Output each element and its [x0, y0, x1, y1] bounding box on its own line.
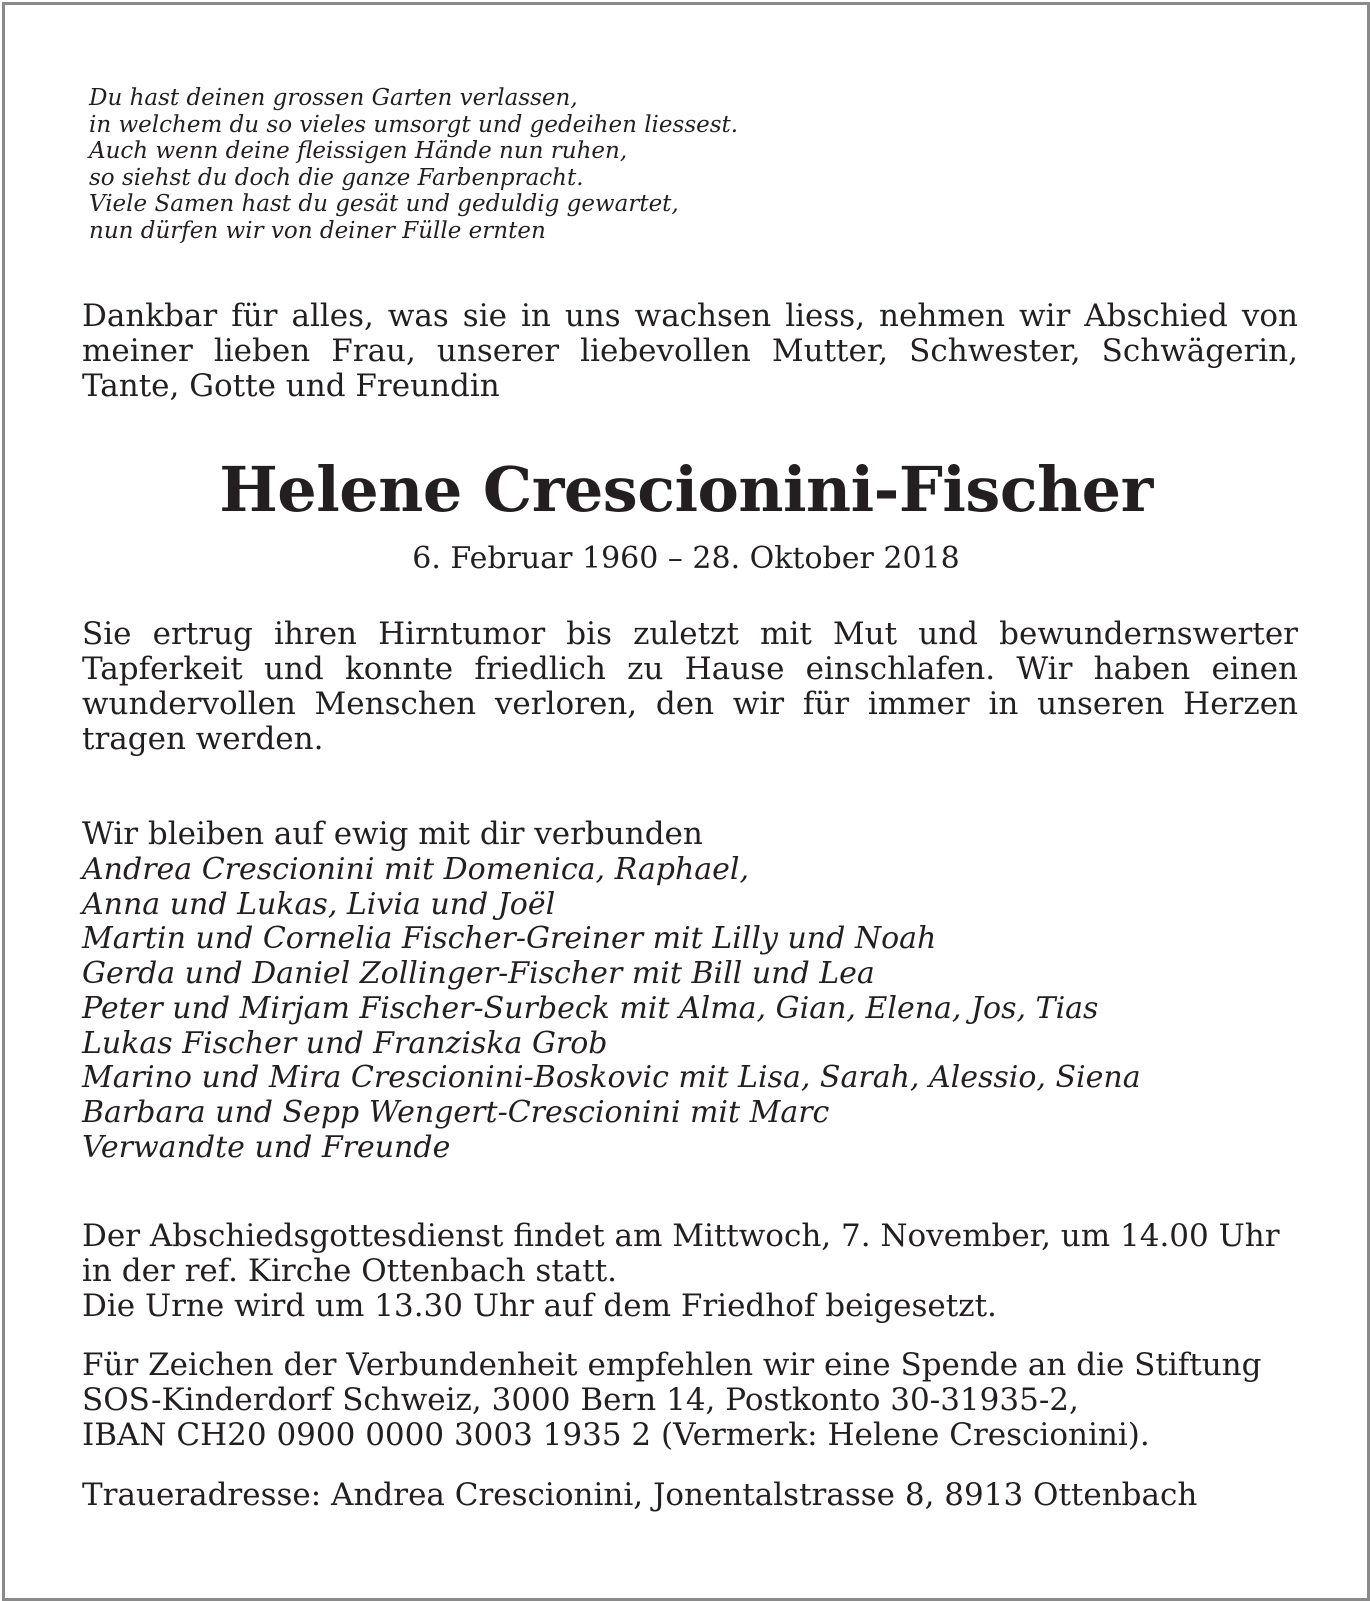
donation-line: SOS-Kinderdorf Schweiz, 3000 Bern 14, Postkonto 30-31935-2, [82, 1382, 1079, 1418]
intro-line: Dankbar für alles, was sie in uns wachsen liess, nehmen wir Abschied von [82, 298, 1298, 334]
illness-paragraph [82, 617, 1298, 757]
poem [89, 85, 989, 244]
mourner-line: Martin und Cornelia Fischer-Greiner mit Lilly und Noah [82, 921, 937, 957]
service-paragraph [82, 1219, 1298, 1324]
mourning-address [82, 1478, 1298, 1513]
service-line: Die Urne wird um 13.30 Uhr auf dem Friedhof beigesetzt. [82, 1288, 997, 1324]
poem-line: so siehst du doch die ganze Farbenpracht. [89, 164, 584, 191]
illness-line: wundervollen Menschen verloren, den wir für immer in unseren Herzen [82, 686, 1298, 722]
mourner-line: Andrea Crescionini mit Domenica, Raphael, [82, 852, 750, 887]
illness-line: Tapferkeit und konnte friedlich zu Hause einschlafen. Wir haben einen [82, 651, 1298, 687]
poem-line: in welchem du so vieles umsorgt und gedeihen liessest. [89, 111, 739, 138]
obituary-frame [2, 2, 1370, 1601]
mourner-line: Lukas Fischer und Franziska Grob [82, 1025, 608, 1061]
mourner-line: Barbara und Sepp Wengert-Crescionini mit Marc [82, 1094, 830, 1130]
life-dates: 6. Februar 1960 – 28. Oktober 2018 [412, 541, 960, 576]
mourner-line: Gerda und Daniel Zollinger-Fischer mit Bill und Lea [82, 956, 875, 992]
donation-paragraph [82, 1348, 1298, 1453]
poem-line: Viele Samen hast du gesät und geduldig gewartet, [89, 191, 679, 217]
donation-line: Für Zeichen der Verbundenheit empfehlen wir eine Spende an die Stiftung [82, 1347, 1262, 1383]
intro-paragraph [82, 299, 1298, 404]
intro-line: Tante, Gotte und Freundin [82, 368, 500, 404]
closing-phrase [82, 817, 1298, 852]
intro-line: meiner lieben Frau, unserer liebevollen Mutter, Schwester, Schwägerin, [82, 333, 1298, 369]
poem-line: Du hast deinen grossen Garten verlassen, [89, 85, 578, 111]
service-line: in der ref. Kirche Ottenbach statt. [82, 1253, 618, 1289]
mourner-line: Verwandte und Freunde [82, 1129, 451, 1165]
illness-line: Sie ertrug ihren Hirntumor bis zuletzt mit Mut und bewundernswerter [82, 616, 1298, 652]
illness-line: tragen werden. [82, 721, 324, 757]
address-line: Traueradresse: Andrea Crescionini, Jonentalstrasse 8, 8913 Ottenbach [82, 1477, 1198, 1513]
poem-line: nun dürfen wir von deiner Fülle ernten [89, 217, 546, 244]
mourner-line: Peter und Mirjam Fischer-Surbeck mit Alma, Gian, Elena, Jos, Tias [82, 990, 1099, 1026]
donation-line: IBAN CH20 0900 0000 3003 1935 2 (Vermerk: Helene Crescionini). [82, 1417, 1150, 1453]
poem-line: Auch wenn deine fleissigen Hände nun ruhen, [89, 138, 628, 164]
closing-line: Wir bleiben auf ewig mit dir verbunden [82, 816, 703, 852]
deceased-name: Helene Crescionini-Fischer [219, 453, 1153, 526]
mourner-line: Marino und Mira Crescionini-Boskovic mit Lisa, Sarah, Alessio, Siena [82, 1060, 1141, 1096]
mourners-list [82, 853, 1298, 1165]
mourner-line: Anna und Lukas, Livia und Joël [82, 886, 556, 922]
service-line: Der Abschiedsgottesdienst findet am Mittwoch, 7. November, um 14.00 Uhr [82, 1218, 1280, 1254]
